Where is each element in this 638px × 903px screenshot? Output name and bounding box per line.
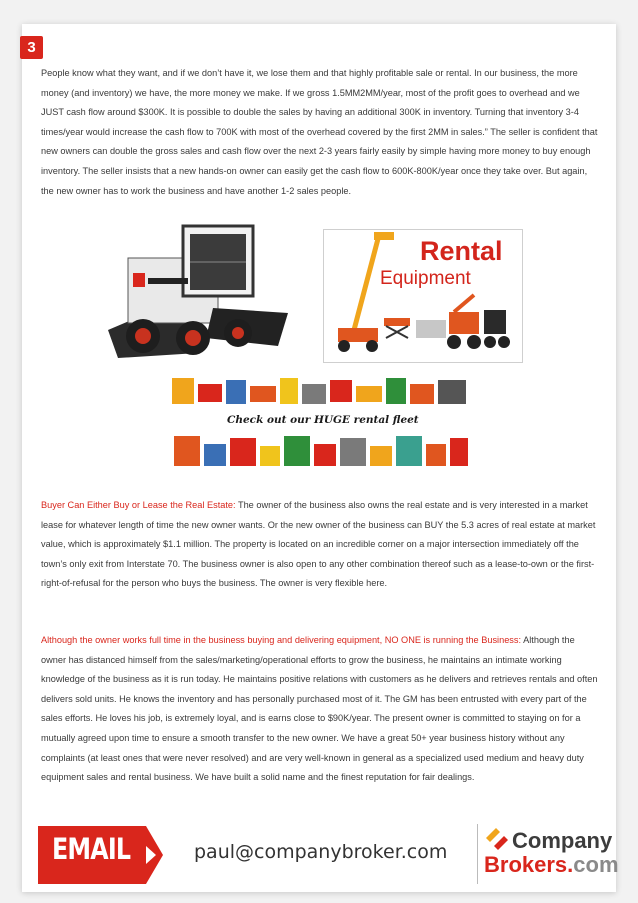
paragraph-owner-role-lead: Although the owner works full time in the business buying and delivering equipment, NO ONE is running the Business: bbox=[41, 635, 522, 645]
logo-dot: . bbox=[567, 852, 574, 877]
rental-title: Rental bbox=[420, 236, 503, 266]
page-number-badge: 3 bbox=[20, 36, 43, 59]
email-address-link[interactable]: paul@companybroker.com bbox=[194, 841, 448, 863]
footer-divider bbox=[477, 824, 478, 884]
contact-footer bbox=[38, 820, 620, 886]
rental-fleet-image bbox=[168, 374, 472, 482]
paragraph-owner-role-body: Although the owner has distanced himself from the sales/marketing/operational efforts to grow the business, he maintains an intimate working knowledge of the business as it is run today. He maintains positive relations with customers as he delivers and retrieves rentals and often delivers sold units. He knows the inventory and has personally purchased most of it. The GM has been entrusted with every part of the sales efforts. He loves his job, is extremely loyal, and is earns close to $90K/year. The present owner is committed to staying on for a mutually agreed upon time to ensure a smooth transfer to the new owner. We have a great 50+ year business history without any complaints (at least ones that were never resolved) and are very well-known in general as a specialized used medium and heavy duty equipment sales and rental business. We have built a solid name and the finest reputation for fair dealings. bbox=[41, 635, 598, 783]
logo-com: com bbox=[573, 852, 619, 877]
paragraph-owner-role bbox=[41, 631, 601, 788]
fleet-caption: Check out our HUGE rental fleet bbox=[224, 414, 422, 426]
paragraph-real-estate bbox=[41, 496, 601, 594]
rental-equipment-image bbox=[323, 229, 523, 363]
logo-brokers-text: Brokers bbox=[484, 852, 568, 877]
paragraph-real-estate-lead: Buyer Can Either Buy or Lease the Real Estate: bbox=[41, 500, 236, 510]
rental-subtitle: Equipment bbox=[380, 268, 471, 289]
paragraph-inventory: People know what they want, and if we don’t have it, we lose them and that highly profitable sale or rental. In our business, the more money (and inventory) we have, the more money we make. If we gross 1.5MM2MM/year, most of the profit goes to overhead and we JUST cash flow around $300K. It is possible to double the sales by having an additional 300K in inventory. Turning that inventory 3-4 times/year would increase the cash flow to 700K with most of the overhead covered by the first 2MM in sales.” The seller is confident that new owners can double the gross sales and cash flow over the next 2-3 years fairly easily by simple having more money to buy enough inventory. The seller insists that a new hands-on owner can easily get the cash flow to 600K-800K/year once they take over. But again, the new owner has to work the business and have another 1-2 sales people. bbox=[41, 68, 598, 196]
skid-steer-loader-image bbox=[88, 218, 292, 360]
paragraph-real-estate-body: The owner of the business also owns the real estate and is very interested in a market lease for whatever length of time the new owner wants. Or the new owner of the business can BUY the 5.3 acres of real estate at market value, which is approximately $1.1 million. The property is located on an incredible corner on a major intersection immediately off the town’s only exit from Interstate 70. The business owner is also open to any other combination thereof such as a lease-to-own or the first-right-of-refusal for the person who buys the business. The owner is very flexible here. bbox=[41, 500, 596, 589]
logo-company: Company bbox=[512, 828, 613, 853]
logo-mark-icon bbox=[484, 826, 510, 850]
email-label: EMAIL bbox=[52, 832, 131, 866]
company-brokers-logo bbox=[482, 824, 622, 884]
logo-brokers bbox=[484, 852, 619, 878]
rental-fleet-collage bbox=[168, 374, 472, 482]
